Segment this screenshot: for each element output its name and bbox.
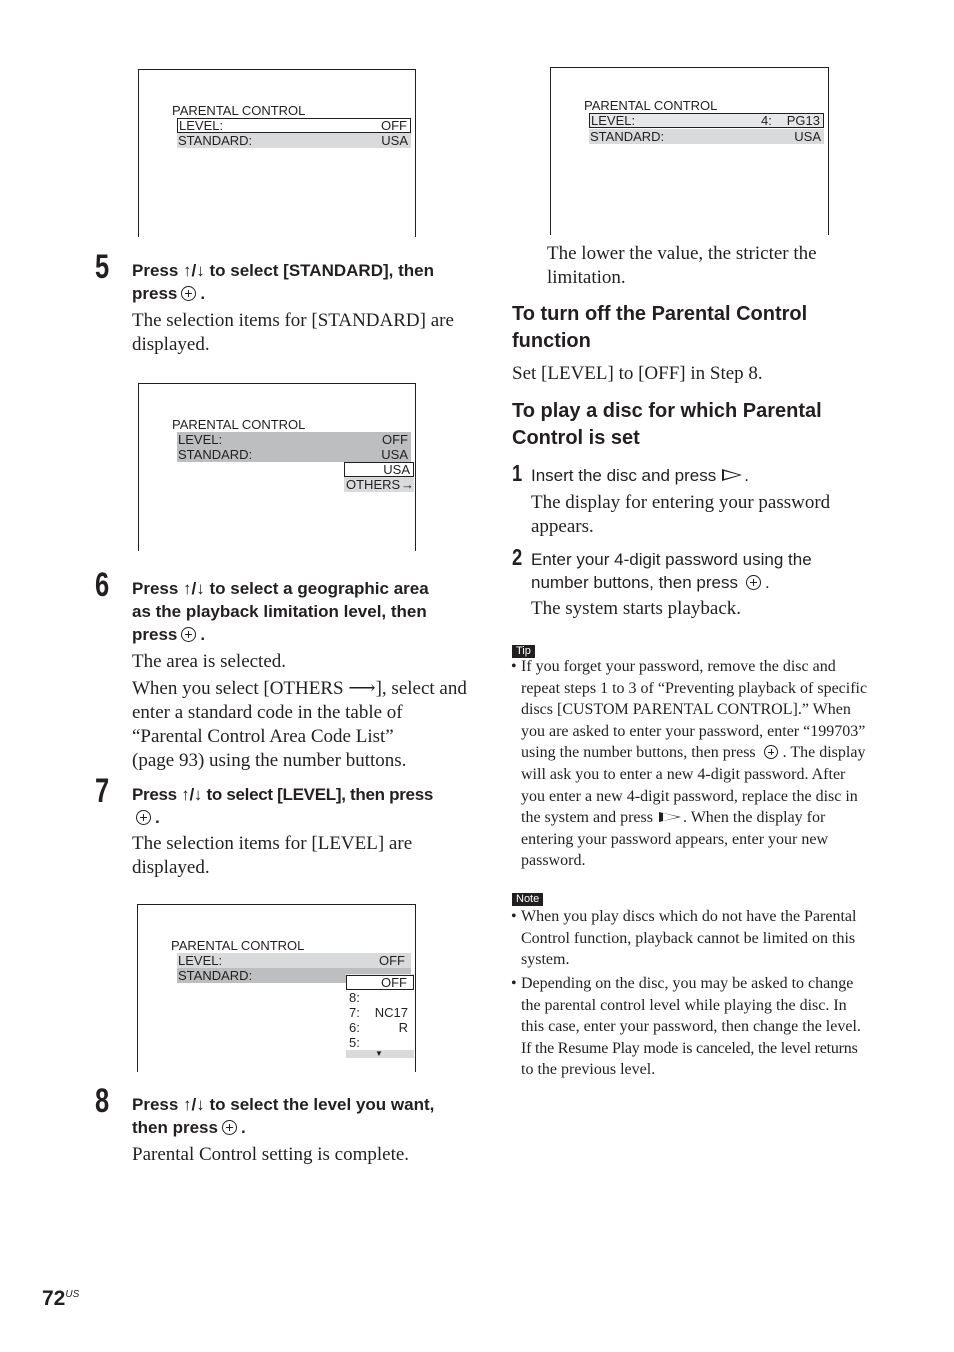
- bullet: •: [511, 908, 517, 925]
- tip-line: repeat steps 1 to 3 of “Preventing playback of specific: [521, 679, 868, 697]
- option-5: [346, 1035, 414, 1050]
- bullet: •: [511, 975, 517, 992]
- body-line: “Parental Control Area Code List”: [132, 726, 394, 747]
- period: .: [200, 284, 206, 303]
- level-row: [177, 432, 411, 447]
- step-number: 7: [95, 772, 110, 810]
- step-text: Insert the disc and press: [531, 466, 717, 485]
- option-6: [346, 1020, 414, 1035]
- section-heading-play-disc: [512, 398, 912, 452]
- body-line: [132, 677, 477, 701]
- step-heading-line: Press ↑/↓ to select [STANDARD], then: [132, 261, 434, 280]
- step-text: number buttons, then press: [531, 573, 738, 592]
- period: .: [240, 1118, 246, 1137]
- option-label: OFF: [381, 975, 407, 990]
- period: .: [744, 466, 749, 485]
- step-8-body: Parental Control setting is complete.: [132, 1144, 410, 1165]
- step-6-heading: [132, 577, 472, 646]
- tip-line: [521, 807, 867, 829]
- play-step-1-body: [531, 491, 891, 539]
- section-heading-turn-off: [512, 301, 912, 355]
- step-heading-text: press: [132, 625, 178, 644]
- body-line: The selection items for [STANDARD] are: [132, 310, 454, 331]
- step-7-body: [132, 832, 472, 880]
- tip-label: Tip: [512, 645, 535, 658]
- note-badge: [512, 889, 543, 907]
- heading-line: To play a disc for which Parental: [512, 400, 822, 422]
- step-8-heading: [132, 1093, 472, 1139]
- note-line: When you play discs which do not have the Parental: [521, 908, 857, 925]
- note-text: [521, 906, 856, 971]
- heading-line: To turn off the Parental Control: [512, 303, 808, 325]
- screen-parental-control-2: [138, 383, 416, 551]
- page-suffix: US: [65, 1289, 80, 1300]
- enter-button-icon: [764, 745, 778, 759]
- standard-value: USA: [794, 129, 821, 144]
- tip-line: discs [CUSTOM PARENTAL CONTROL].” When: [521, 701, 851, 719]
- step-heading-line: Press ↑/↓ to select [LEVEL], then press: [132, 785, 434, 804]
- level-label: LEVEL:: [178, 953, 223, 968]
- play-button-icon: [659, 812, 681, 822]
- level-value: OFF: [379, 953, 405, 968]
- page-number-text: 72: [42, 1287, 66, 1310]
- step-number: 8: [95, 1082, 110, 1120]
- level-value: PG13: [786, 113, 820, 128]
- step-5-heading: [132, 259, 472, 305]
- heading-line: Control is set: [512, 427, 640, 449]
- step-heading-line-3: [132, 623, 472, 646]
- tip-line: you enter a new 4-digit password, replace the disc in: [521, 787, 858, 805]
- tip-line: [521, 742, 867, 764]
- play-step-1-heading: [531, 464, 891, 487]
- tip-text-part: . When the display for: [682, 809, 826, 827]
- step-heading-line: Press ↑/↓ to select a geographic area: [132, 579, 429, 598]
- tip-line: If you forget your password, remove the disc and: [521, 658, 836, 675]
- tip-text: [521, 656, 867, 872]
- body-line: (page 93) using the number buttons.: [132, 750, 407, 771]
- option-label: 8:: [349, 990, 360, 1005]
- level-options-list: [346, 974, 414, 1057]
- screen-parental-control-3: [137, 904, 416, 1072]
- scroll-down-row: [346, 1050, 414, 1058]
- page-number: [42, 1283, 79, 1311]
- tip-text-part: using the number buttons, then press: [521, 744, 756, 762]
- level-label: LEVEL:: [179, 118, 224, 133]
- option-value: NC17: [374, 1005, 408, 1020]
- standard-row: [177, 133, 411, 148]
- standard-value: USA: [381, 447, 408, 462]
- step-6-body: [132, 650, 477, 773]
- tip-text-part: . The display: [782, 744, 866, 762]
- step-heading-line-2: [132, 282, 472, 305]
- option-others: [344, 477, 414, 492]
- standard-row: [589, 129, 824, 144]
- step-7-heading: [132, 783, 477, 829]
- body-line: The lower the value, the stricter the: [547, 243, 817, 264]
- tip-text-part: the system and press: [521, 809, 653, 827]
- step-heading-text: press: [132, 284, 178, 303]
- body-line: The display for entering your password: [531, 492, 831, 513]
- step-number: 6: [95, 566, 110, 604]
- option-value: R: [398, 1020, 408, 1035]
- screen-title: PARENTAL CONTROL: [171, 938, 305, 953]
- play-step-2-body: The system starts playback.: [531, 598, 742, 619]
- body-line: displayed.: [132, 857, 210, 878]
- period: .: [155, 808, 160, 827]
- enter-button-icon: [181, 286, 196, 301]
- note-line: Control function, playback cannot be limited on this: [521, 929, 856, 947]
- body-line: appears.: [531, 516, 594, 537]
- body-line: displayed.: [132, 334, 210, 355]
- enter-button-icon: [136, 810, 151, 825]
- option-usa: [344, 462, 414, 477]
- step-heading-text: then press: [132, 1118, 218, 1137]
- option-label: 6:: [349, 1020, 360, 1035]
- note-line: If the Resume Play mode is canceled, the level returns: [521, 1039, 858, 1057]
- screen-parental-control-4: [550, 67, 829, 235]
- play-button-icon: [722, 469, 742, 481]
- level-number: 4:: [761, 113, 772, 128]
- option-8: [346, 990, 414, 1005]
- level-row: [177, 118, 411, 133]
- screen-title: PARENTAL CONTROL: [172, 417, 306, 432]
- body-line: The area is selected.: [132, 651, 287, 672]
- period: .: [200, 625, 206, 644]
- enter-button-icon: [181, 627, 196, 642]
- screen-parental-control-1: [138, 69, 416, 237]
- level-row: [177, 953, 411, 968]
- note-line: Depending on the disc, you may be asked to change: [521, 975, 854, 992]
- standard-label: STANDARD:: [178, 968, 253, 983]
- note-line: system.: [521, 951, 570, 969]
- step-heading-line: as the playback limitation level, then: [132, 602, 427, 621]
- period: .: [764, 573, 770, 592]
- level-note: [547, 242, 877, 290]
- standard-label: STANDARD:: [178, 133, 253, 148]
- body-text: ], select and: [375, 678, 467, 699]
- bullet: •: [511, 658, 517, 675]
- level-value: OFF: [382, 432, 408, 447]
- note-text: [521, 973, 861, 1081]
- screen-title: PARENTAL CONTROL: [172, 103, 306, 118]
- heading-line: function: [512, 330, 591, 352]
- enter-button-icon: [222, 1120, 237, 1135]
- option-label: USA: [383, 462, 410, 477]
- option-7: [346, 1005, 414, 1020]
- down-arrow-icon: ▼: [375, 1049, 383, 1058]
- body-line: enter a standard code in the table of: [132, 702, 403, 723]
- step-text-line: Enter your 4-digit password using the: [531, 550, 812, 569]
- body-line: limitation.: [547, 267, 626, 288]
- right-arrow-icon: →: [401, 477, 414, 492]
- step-heading-line-2: [132, 1116, 472, 1139]
- level-label: LEVEL:: [591, 113, 636, 128]
- note-line: to the previous level.: [521, 1061, 656, 1079]
- step-heading-line: Press ↑/↓ to select the level you want,: [132, 1095, 435, 1114]
- option-off: [346, 975, 414, 990]
- step-number: 1: [512, 460, 523, 486]
- tip-line: will ask you to enter a new 4-digit password. After: [521, 765, 846, 783]
- option-label: 5:: [349, 1035, 360, 1050]
- level-label: LEVEL:: [178, 432, 223, 447]
- note-label: Note: [512, 893, 543, 906]
- right-arrow-icon: ⟶: [348, 678, 376, 699]
- note-line: this case, enter your password, then change the level.: [521, 1018, 861, 1036]
- standard-value: USA: [381, 133, 408, 148]
- standard-label: STANDARD:: [590, 129, 665, 144]
- level-row: [589, 113, 824, 128]
- step-5-body: [132, 309, 472, 357]
- enter-button-icon: [746, 575, 761, 590]
- standard-label: STANDARD:: [178, 447, 253, 462]
- option-label: 7:: [349, 1005, 360, 1020]
- screen-title: PARENTAL CONTROL: [584, 98, 718, 113]
- turn-off-body: Set [LEVEL] to [OFF] in Step 8.: [512, 363, 763, 384]
- note-line: the parental control level while playing the disc. In: [521, 996, 847, 1014]
- option-label: OTHERS: [346, 477, 401, 492]
- body-line: The selection items for [LEVEL] are: [132, 833, 413, 854]
- body-text: When you select [OTHERS: [132, 678, 344, 699]
- tip-line: entering your password appears, enter your new: [521, 830, 829, 848]
- play-step-2-heading: [531, 548, 891, 594]
- step-text-line-2: [531, 571, 891, 594]
- step-number: 2: [512, 544, 523, 570]
- tip-line: you are asked to enter your password, enter “199703”: [521, 722, 866, 740]
- step-number: 5: [95, 248, 110, 286]
- tip-line: password.: [521, 852, 586, 870]
- step-heading-line-2: [132, 806, 477, 829]
- level-value: OFF: [381, 118, 407, 133]
- standard-row: [177, 447, 411, 462]
